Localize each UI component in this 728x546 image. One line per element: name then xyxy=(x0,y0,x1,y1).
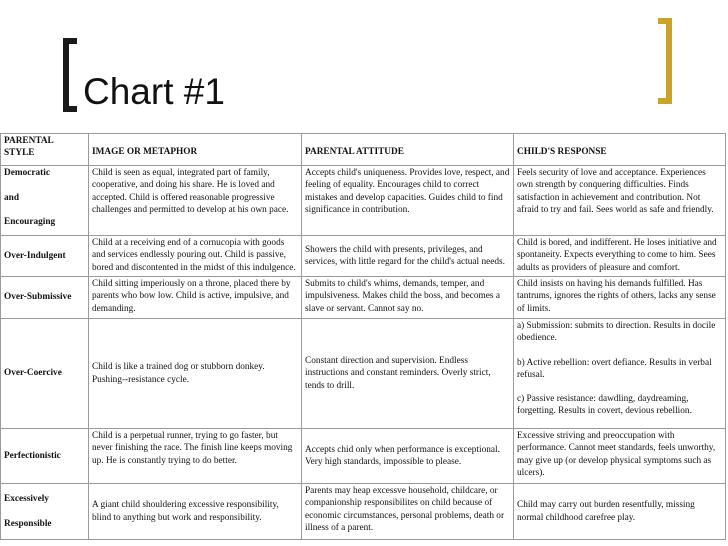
image-cell: Child is seen as equal, integrated part of family, cooperative, and doing his share. He is loved and accepted. Child is offered reasonable progressive challenges and permitted to develop at his own pace. xyxy=(89,166,302,236)
attitude-cell: Accepts child's uniqueness. Provides love, respect, and feeling of equality. Encourages child to correct mistakes and develop capacities. Guides child to find significance in contribution. xyxy=(302,166,514,236)
style-cell xyxy=(1,484,89,540)
right-bracket-decoration xyxy=(658,18,672,104)
style-cell: Perfectionistic xyxy=(1,429,89,484)
style-cell xyxy=(1,166,89,236)
attitude-cell: Accepts chid only when performance is exceptional. Very high standards, impossible to please. xyxy=(302,429,514,484)
table-row xyxy=(1,429,726,484)
response-cell: Excessive striving and preoccupation with performance. Cannot meet standards, feels unworthy, may give up (or develop physical symptoms such as ulcers). xyxy=(514,429,726,484)
table-header-row xyxy=(1,134,726,166)
slide-title: Chart #1 xyxy=(83,71,225,112)
style-cell: Over-Coercive xyxy=(1,319,89,429)
response-line: c) Passive resistance: dawdling, daydreaming, forgetting. Results in covert, devious rebellion. xyxy=(517,394,692,417)
image-cell: A giant child shouldering excessive responsibility, blind to anything but work and responsibility. xyxy=(89,484,302,540)
image-cell: Child at a receiving end of a cornucopia with goods and services endlessly pouring out. Child is passive, bored and discontented in the midst of this indulgence. xyxy=(89,236,302,277)
style-label-line: Democratic xyxy=(4,168,50,178)
response-cell: Child insists on having his demands fulfilled. Has tantrums, ignores the rights of others, lacks any sense of limits. xyxy=(514,277,726,319)
attitude-cell: Parents may heap excessve household, childcare, or companionship responsibilites on child because of economic circumstances, personal problems, death or illness of a parent. xyxy=(302,484,514,540)
style-label-line: Excessively xyxy=(4,494,49,505)
style-cell: Over-Indulgent xyxy=(1,236,89,277)
response-line: b) Active rebellion: overt defiance. Results in verbal refusal. xyxy=(517,357,712,380)
left-bracket-decoration xyxy=(63,38,77,112)
response-line: a) Submission: submits to direction. Results in docile obedience. xyxy=(517,321,716,344)
parenting-styles-table xyxy=(0,133,726,540)
image-cell: Child is like a trained dog or stubborn donkey. Pushing--resistance cycle. xyxy=(89,319,302,429)
response-cell xyxy=(514,319,726,429)
header-childs-response: CHILD'S RESPONSE xyxy=(514,134,726,166)
header-image-or-metaphor: IMAGE OR METAPHOR xyxy=(89,134,302,166)
table-row xyxy=(1,319,726,429)
style-cell: Over-Submissive xyxy=(1,277,89,319)
response-cell: Feels security of love and acceptance. Experiences own strength by conquering difficulties. Finds satisfaction in achievement and contribution. Not afraid to try and fail. Sees world as safe and friendly. xyxy=(514,166,726,236)
image-cell: Child is a perpetual runner, trying to go faster, but never finishing the race. The finish line keeps moving up. He is constantly trying to do better. xyxy=(89,429,302,484)
header-parental-style: PARENTAL STYLE xyxy=(1,134,89,166)
response-cell: Child is bored, and indifferent. He loses initiative and spontaneity. Expects everything to come to him. Sees adults as providers of pleasure and comfort. xyxy=(514,236,726,277)
table-row xyxy=(1,236,726,277)
attitude-cell: Constant direction and supervision. Endless instructions and constant reminders. Overly strict, tends to drill. xyxy=(302,319,514,429)
style-label-line: Encouraging xyxy=(4,217,56,228)
response-cell: Child may carry out burden resentfully, missing normal childhood carefree play. xyxy=(514,484,726,540)
attitude-cell: Submits to child's whims, demands, temper, and impulsiveness. Makes child the boss, and becomes a slave or servant. Cannot say no. xyxy=(302,277,514,319)
table-row xyxy=(1,166,726,236)
header-parental-attitude: PARENTAL ATTITUDE xyxy=(302,134,514,166)
table-row xyxy=(1,277,726,319)
table-row xyxy=(1,484,726,540)
style-label-line: and xyxy=(4,192,19,203)
image-cell: Child sitting imperiously on a throne, placed there by parents who bow low. Child is active, impulsive, and demanding. xyxy=(89,277,302,319)
attitude-cell: Showers the child with presents, privileges, and services, with little regard for the child's actual needs. xyxy=(302,236,514,277)
style-label-line: Responsible xyxy=(4,518,52,529)
